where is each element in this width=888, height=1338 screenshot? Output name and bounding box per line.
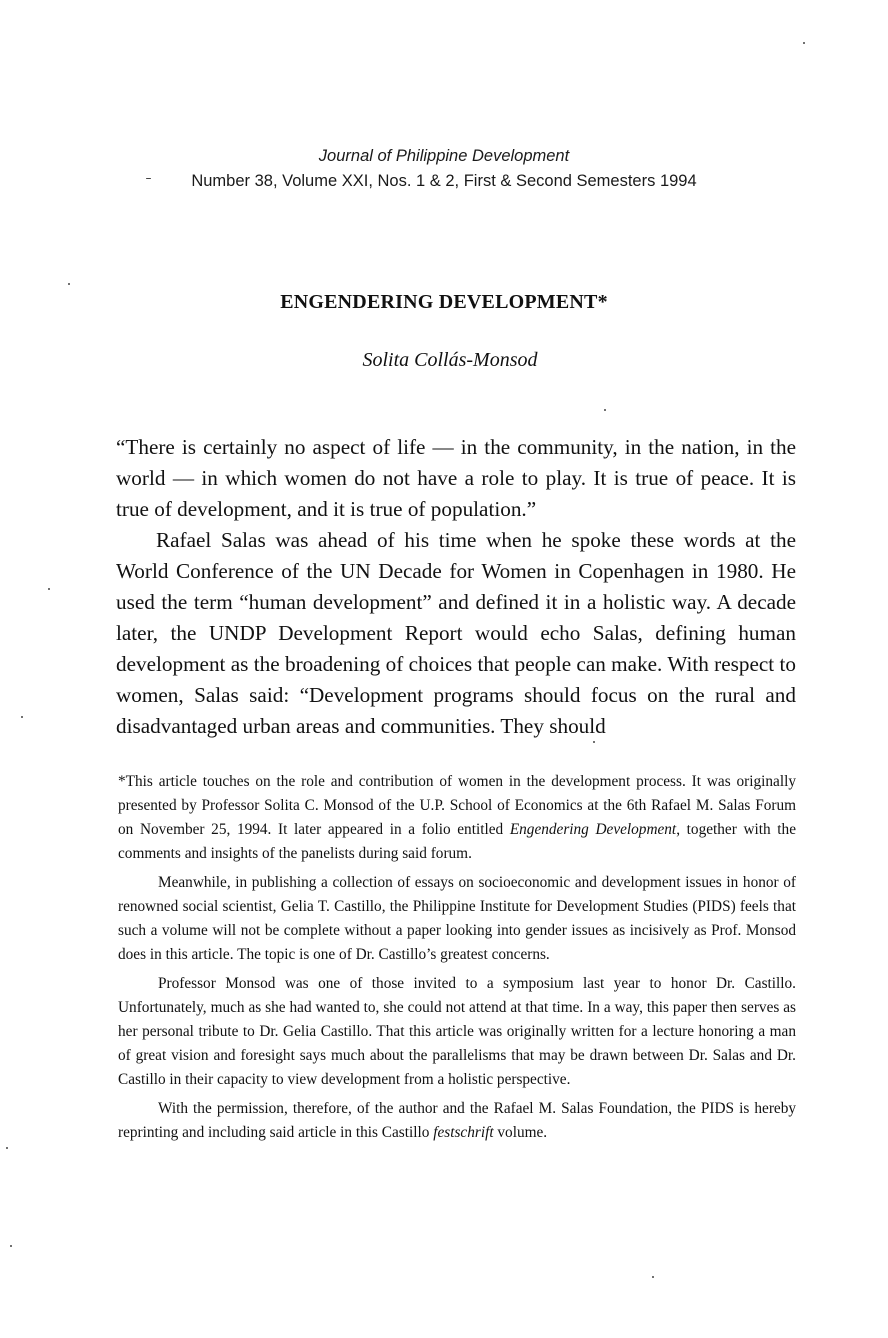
footnote-text: , together with the comments and insights of the panelists during said forum. xyxy=(118,821,796,862)
footnote-italic-title: Engendering Development xyxy=(509,821,677,838)
article-title: ENGENDERING DEVELOPMENT* xyxy=(280,291,608,313)
scan-speck xyxy=(593,741,595,743)
scan-speck xyxy=(68,283,70,285)
footnote-italic-term: festschrift xyxy=(433,1124,494,1141)
scan-speck xyxy=(6,1147,8,1149)
scan-speck xyxy=(21,716,23,718)
scan-speck xyxy=(146,178,151,179)
scan-speck xyxy=(803,42,805,44)
footnote-text: volume. xyxy=(493,1124,548,1141)
footnote-paragraph-2: Meanwhile, in publishing a collection of essays on socioeconomic and development issues in honor of renowned social scientist, Gelia T. Castillo, the Philippine Institute for Development Studies (PIDS) feels that such a volume will not be complete without a paper looking into gender issues as incisively as Prof. Monsod does in this article. The topic is one of Dr. Castillo’s greatest concerns. xyxy=(118,874,796,963)
article-author: Solita Collás-Monsod xyxy=(362,349,538,371)
footnote-paragraph-3: Professor Monsod was one of those invited to a symposium last year to honor Dr. Castillo. Unfortunately, much as she had wanted to, she could not attend at that time. In a way, this paper then serves as her personal tribute to Dr. Gelia Castillo. That this article was originally written for a lecture honoring a man of great vision and foresight says much about the parallelisms that may be drawn between Dr. Salas and Dr. Castillo in their capacity to view development from a holistic perspective. xyxy=(118,975,796,1088)
body-paragraph: Rafael Salas was ahead of his time when he spoke these words at the World Conference of the UN Decade for Women in Copenhagen in 1980. He used the term “human development” and defined it in a holistic way. A decade later, the UNDP Development Report would echo Salas, defining human development as the broadening of choices that people can make. With respect to women, Salas said: “Development programs should focus on the rural and disadvantaged urban areas and communities. They should xyxy=(116,528,796,738)
scan-speck xyxy=(652,1276,654,1278)
scan-speck xyxy=(48,588,50,590)
journal-title: Journal of Philippine Development xyxy=(318,147,570,165)
footnote-paragraph-4 xyxy=(118,1097,796,1145)
footnote-text: *This article touches on the role and contribution of women in the development process. It was originally presented by Professor Solita C. Monsod of the U.P. School of Economics at the 6th Rafael M. Salas Forum on November 25, 1994. It later appeared in a folio entitled xyxy=(118,773,796,838)
opening-quote: “There is certainly no aspect of life — in the community, in the nation, in the world — in which women do not have a role to play. It is true of peace. It is true of development, and it is true of population.” xyxy=(116,435,796,521)
journal-issue-line: Number 38, Volume XXI, Nos. 1 & 2, First & Second Semesters 1994 xyxy=(191,172,697,190)
footnote-paragraph-1 xyxy=(118,770,796,866)
footnote-text: With the permission, therefore, of the author and the Rafael M. Salas Foundation, the PIDS is hereby reprinting and including said article in this Castillo xyxy=(118,1100,796,1141)
article-body xyxy=(116,432,796,742)
footnote-section xyxy=(118,770,796,1150)
scan-speck xyxy=(604,409,606,411)
scan-speck xyxy=(10,1245,12,1247)
